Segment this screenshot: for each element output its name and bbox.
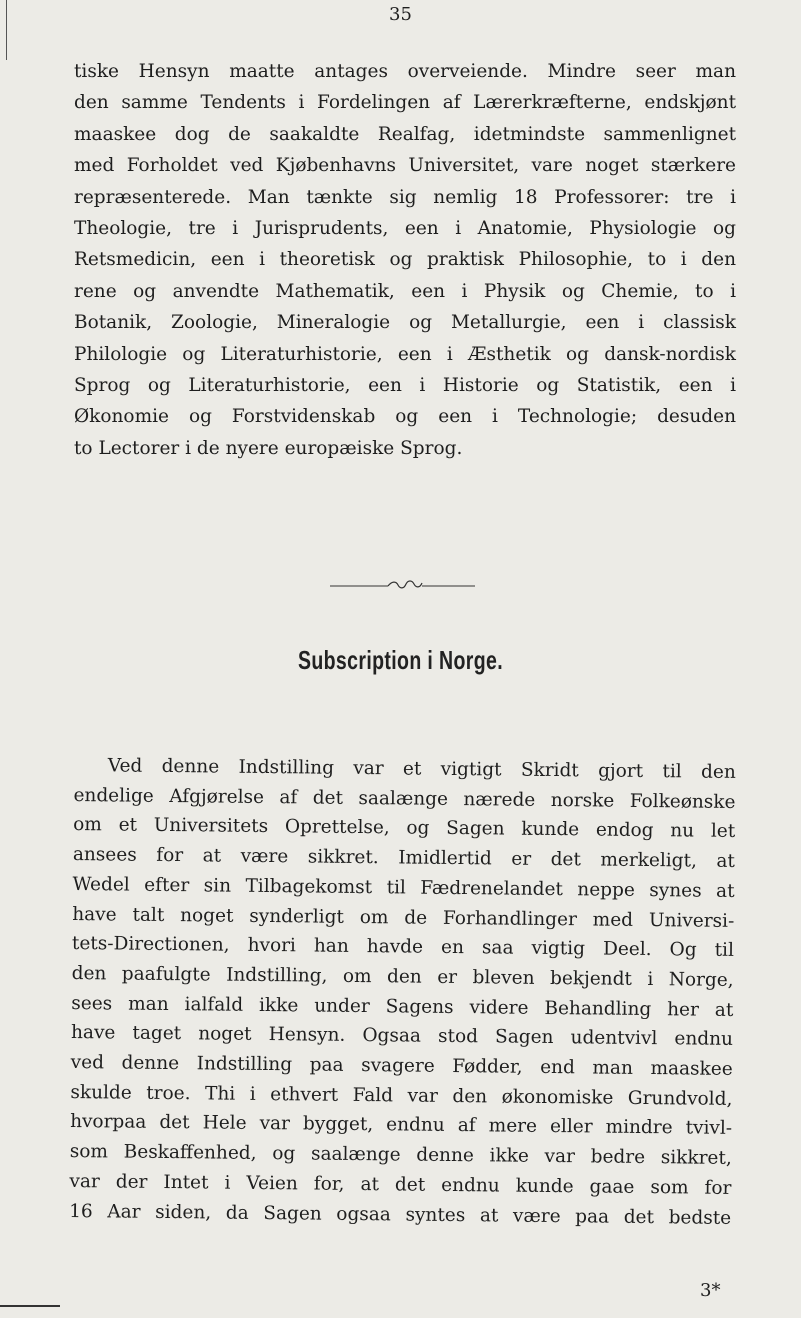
text-line: to Lectorer i de nyere europæiske Sprog. <box>74 437 463 459</box>
signature-mark: 3* <box>700 1280 721 1301</box>
text-line: repræsenterede. Man tænkte sig nemlig 18 Professorer: tre i <box>74 186 736 208</box>
text-line: tets-Directionen, hvori han havde en saa vigtig Deel. Og til <box>71 933 735 962</box>
text-line: den paafulgte Indstilling, om den er bleven bekjendt i Norge, <box>71 962 734 991</box>
text-line: have taget noget Hensyn. Ogsaa stod Sagen udentvivl endnu <box>70 1022 734 1051</box>
text-line: Wedel efter sin Tilbagekomst til Fædrenelandet neppe synes at <box>72 873 735 902</box>
text-line: skulde troe. Thi i ethvert Fald var den økonomiske Grundvold, <box>70 1081 733 1110</box>
text-line: var der Intet i Veien for, at det endnu kunde gaae som for <box>69 1170 732 1199</box>
text-line: Theologie, tre i Jurisprudents, een i Anatomie, Physiologie og <box>74 218 736 240</box>
text-line: Botanik, Zoologie, Mineralogie og Metallurgie, een i classisk <box>74 312 736 334</box>
text-line: med Forholdet ved Kjøbenhavns Universitet, vare noget stærkere <box>74 155 736 177</box>
text-line: Philologie og Literaturhistorie, een i Æsthetik og dansk-nordisk <box>74 343 736 365</box>
text-line: den samme Tendents i Fordelingen af Lærerkræfterne, endskjønt <box>74 92 736 114</box>
ornament-divider <box>330 577 475 593</box>
text-line: ved denne Indstilling paa svagere Fødder, end man maaskee <box>70 1052 733 1080</box>
text-line: sees man ialfald ikke under Sagens videre Behandling her at <box>71 992 734 1021</box>
text-line: Retsmedicin, een i theoretisk og praktisk Philosophie, to i den <box>74 249 736 271</box>
text-line: som Beskaffenhed, og saalænge denne ikke var bedre sikkret, <box>69 1141 732 1170</box>
text-line: ansees for at være sikkret. Imidlertid er det merkeligt, at <box>72 844 735 873</box>
text-line: hvorpaa det Hele var bygget, endnu af mere eller mindre tvivl- <box>70 1111 733 1140</box>
text-line: Økonomie og Forstvidenskab og een i Technologie; desuden <box>74 406 736 428</box>
text-line: endelige Afgjørelse af det saalænge nærede norske Folkeønske <box>73 784 736 813</box>
text-line: om et Universitets Oprettelse, og Sagen kunde endog nu let <box>73 814 736 843</box>
text-line: Ved denne Indstilling var et vigtigt Skridt gjort til den <box>107 755 736 783</box>
text-line: have talt noget synderligt om de Forhandlinger med Universi- <box>72 903 735 932</box>
text-line: Sprog og Literaturhistorie, een i Historie og Statistik, een i <box>74 375 736 397</box>
paragraph-2 <box>69 751 736 1233</box>
section-heading: Subscription i Norge. <box>297 645 504 675</box>
paragraph-1 <box>74 56 736 464</box>
bottom-rule <box>0 1305 60 1307</box>
page-number: 35 <box>389 4 412 25</box>
text-line: 16 Aar siden, da Sagen ogsaa syntes at være paa det bedste <box>69 1200 732 1229</box>
text-line: rene og anvendte Mathematik, een i Physik og Chemie, to i <box>74 280 736 302</box>
text-line: maaskee dog de saakaldte Realfag, idetmindste sammenlignet <box>74 123 736 145</box>
text-line: tiske Hensyn maatte antages overveiende. Mindre seer man <box>74 61 736 82</box>
